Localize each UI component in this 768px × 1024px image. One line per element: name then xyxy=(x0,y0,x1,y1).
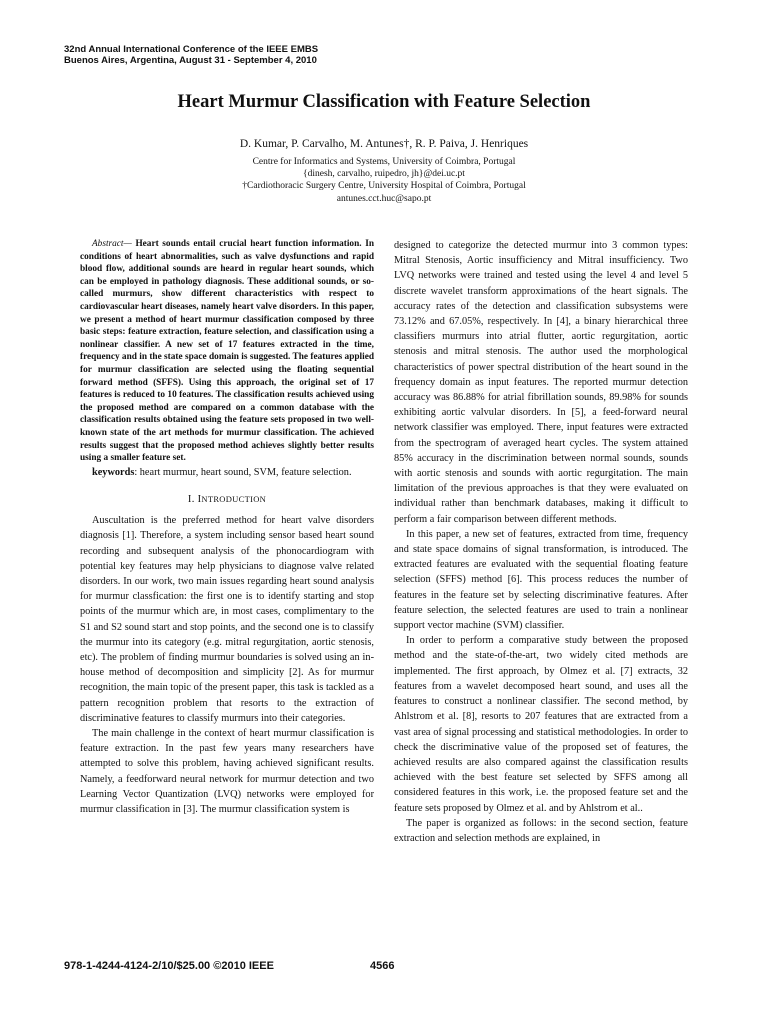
affiliation-line: Centre for Informatics and Systems, University of Coimbra, Portugal xyxy=(252,157,516,167)
body-paragraph: In order to perform a comparative study between the proposed method and the state-of-the-art, two widely cited methods are implemented. The first approach, by Olmez et al. [7] extracts, 32 features from a wavelet decomposed heart sound, and uses all the features to construct a nonlinear classifier. The second method, by Ahlstrom et al. [8], resorts to 207 features that are extracted from a vast area of signal processing and statistical methodologies. In order to check the discriminative value of the proposed set of features, the achieved results are also compared against the classification results achieved with the best feature set selected by SFFS among all considered features in this work, i.e. the proposed feature set and the feature sets proposed by Olmez et al. and by Ahlstrom et al.. xyxy=(394,635,688,814)
section-title-initial: I xyxy=(197,493,202,505)
body-paragraph: Auscultation is the preferred method for heart valve disorders diagnosis [1]. Therefore, a system including sensor based heart sound recording and subsequent analysis of the phonocardiogram with potential key features may help physicians to diagnose valve related disorders. In our work, two main issues regarding heart sound analysis for murmur classfication: the first one is to identify starting and stop points of the murmur which are, in most cases, complimentary to the S1 and S2 sound start and stop points, and the second one is to classify the murmur into its category (e.g. mitral regurgitation, aortic stenosis, etc). The problem of finding murmur boundaries is solved using an in-house method of decomposition and simplicity [2]. As for murmur recognition, the main topic of the present paper, this task is tackled as a pattern recognition problem that resorts to the extraction of discriminative features to classify murmurs into their categories. xyxy=(80,515,374,724)
author-list: D. Kumar, P. Carvalho, M. Antunes†, R. P. Paiva, J. Henriques xyxy=(239,138,529,150)
left-column xyxy=(80,238,374,817)
isbn-footer: 978-1-4244-4124-2/10/$25.00 ©2010 IEEE xyxy=(64,960,274,972)
keywords xyxy=(80,465,374,480)
affiliation-line: {dinesh, carvalho, ruipedro, jh}@dei.uc.pt xyxy=(303,169,465,180)
page-number: 4566 xyxy=(370,960,395,972)
paper-title: Heart Murmur Classification with Feature Selection xyxy=(177,92,591,112)
conference-location: Buenos Aires, Argentina, August 31 - September 4, 2010 xyxy=(64,55,317,66)
conference-name: 32nd Annual International Conference of the IEEE EMBS xyxy=(64,44,319,55)
section-title-rest: NTRODUCTION xyxy=(201,493,267,504)
section-number: I. xyxy=(187,493,195,505)
affiliation-line: †Cardiothoracic Surgery Centre, University Hospital of Coimbra, Portugal xyxy=(242,181,526,192)
abstract xyxy=(80,238,374,465)
right-column xyxy=(394,238,688,846)
body-paragraph: In this paper, a new set of features, extracted from time, frequency and state space domains of signal transformation, is introduced. The extracted features are evaluated with the sequential floating feature selection (SFFS) method [6]. This process reduces the number of features in the feature set by selecting discriminative features. After feature selection, the selected features are used to train a nonlinear support vector machine (SVM) classifier. xyxy=(394,528,688,632)
section-heading-introduction xyxy=(80,492,374,507)
body-paragraph: The main challenge in the context of heart murmur classification is feature extraction. In the past few years many researchers have attempted to solve this problem, having achieved significant results. Namely, a feedforward neural network for murmur detection and two Learning Vector Quantization (LVQ) networks were employed for murmur classification in [3]. The murmur classification system is xyxy=(80,727,374,815)
keywords-text: : heart murmur, heart sound, SVM, feature selection. xyxy=(134,466,352,478)
body-paragraph: designed to categorize the detected murmur into 3 common types: Mitral Stenosis, Aortic insufficiency and Mitral insufficiency. Two LVQ networks were trained and tested using the level 4 and level 5 discrete wavelet transform approximations of the heart signals. The accuracy rates of the detection and classification subsystems were 73.12% and 67.05%, respectively. In [4], a binary hierarchical three classifiers murmurs into atrial flutter, aortic regurgitation, aortic stenosis and mitral stenosis. The author used the morphological characteristics of power spectral distribution of the heart sound in the frequency domain as input features. The reported murmur detection accuracy was 86.88% for atrial fibrillation sounds, 89.98% for sounds exhibiting aortic valvular disorders. In [5], a feed-forward neural network classifier was employed. There, input features were extracted from the spectrogram of averaged heart cycles. The system attained 85% accuracy in the discrimination between normal sounds, sounds with aortic stenosis and sounds with aortic regurgitation. The main limitation of the previous approaches is that they were evaluated on individual rather than benchmark databases, making it difficult to perform a fair comparison between different methods. xyxy=(394,240,688,525)
abstract-label: Abstract— xyxy=(92,239,132,249)
affiliation-line: antunes.cct.huc@sapo.pt xyxy=(336,193,432,204)
affiliations xyxy=(0,156,768,205)
body-paragraph: The paper is organized as follows: in the second section, feature extraction and selection methods are explained, in xyxy=(394,817,688,844)
keywords-label: keywords xyxy=(92,466,135,478)
conference-header xyxy=(64,44,318,66)
abstract-text: Heart sounds entail crucial heart function information. In conditions of heart abnormalities, such as valve dysfunctions and rapid blood flow, additional sounds are heard in regular heart sounds, which can be employed in pathology diagnosis. These additional sounds, or so-called murmurs, show different characteristics with respect to cardiovascular heart diseases, namely heart valve disorders. In this paper, we present a method of heart murmur classification composed by three basic steps: feature extraction, feature selection, and classification using a nonlinear classifier. A new set of 17 features extracted in the time, frequency and in the state space domain is suggested. The features applied for murmur classification are selected using the floating sequential forward method (SFFS). Using this approach, the original set of 17 features is reduced to 10 features. The classification results achieved using the proposed method are compared on a common database with the classification results obtained using the feature sets proposed in two well-known state of the art methods for murmur classification. The achieved results suggest that the proposed method achieves slightly better results using a smaller feature set. xyxy=(80,239,375,464)
